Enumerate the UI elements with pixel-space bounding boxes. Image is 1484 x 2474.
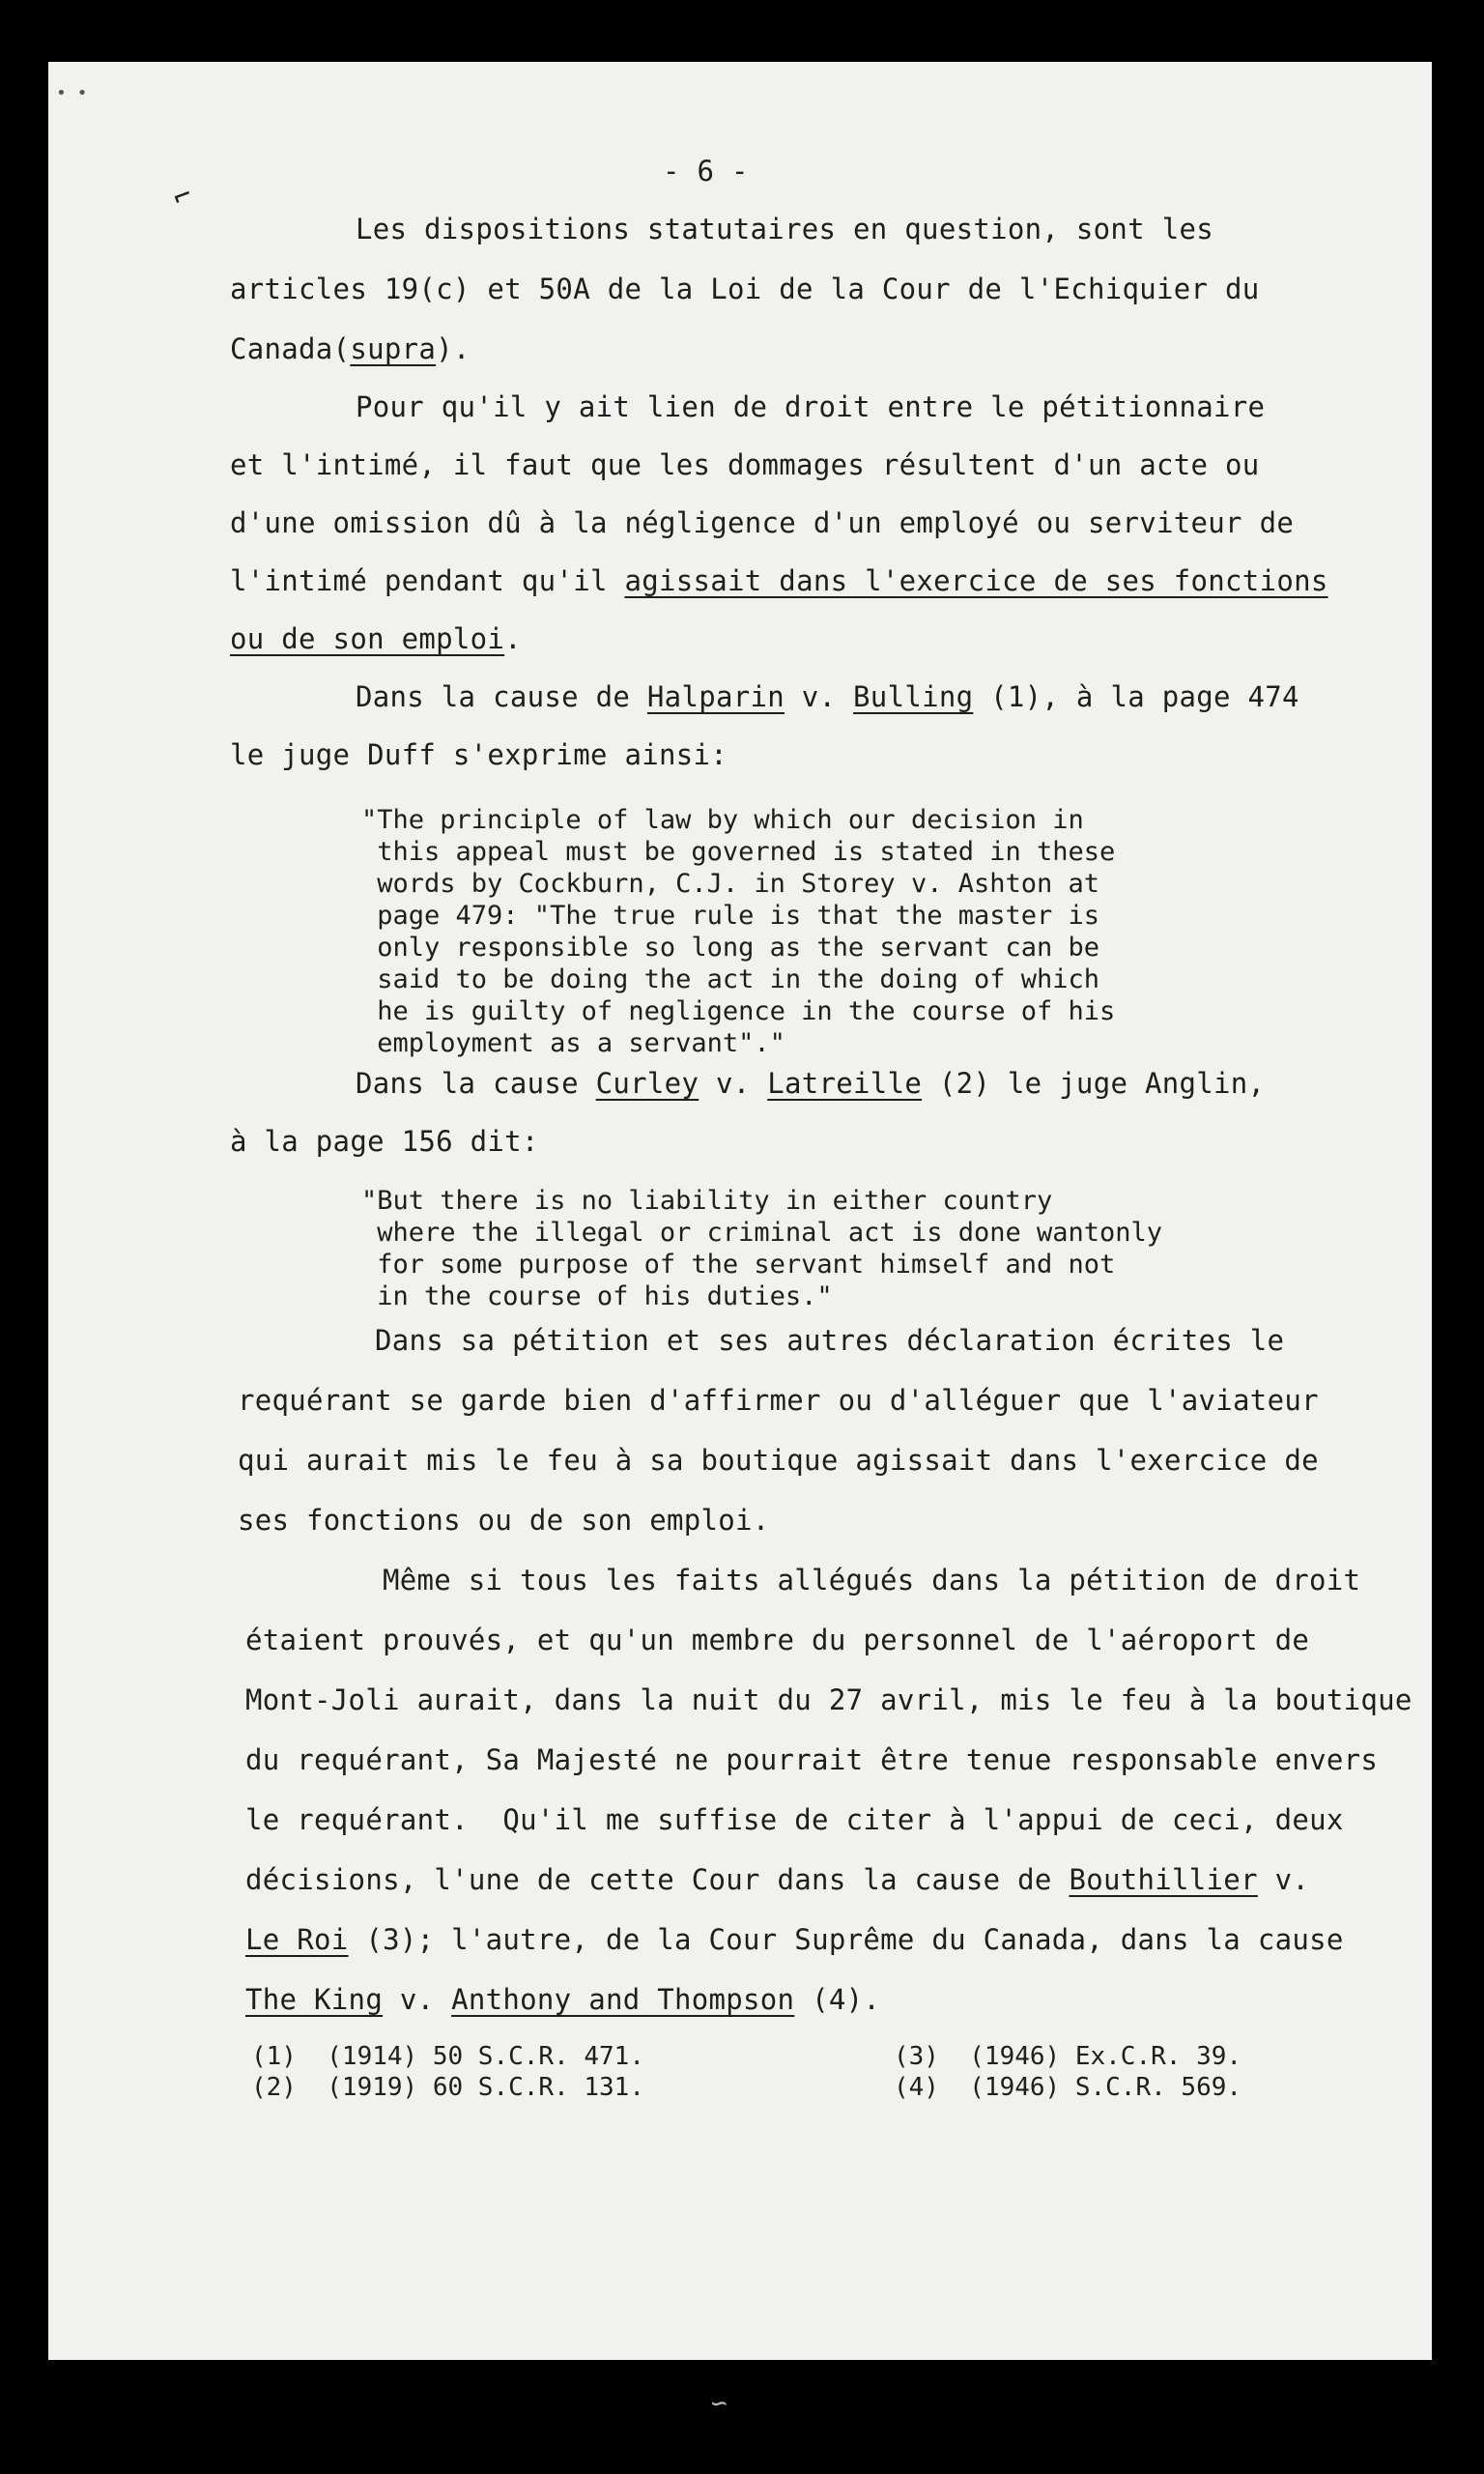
- scan-specks: • •: [56, 83, 88, 103]
- footnote-3: (3) (1946) Ex.C.R. 39.: [894, 2042, 1242, 2071]
- p2-line-2: et l'intimé, il faut que les dommages résultent d'un acte ou: [230, 448, 1260, 481]
- p2-line-1: Pour qu'il y ait lien de droit entre le pétitionnaire: [356, 390, 1266, 423]
- p6-line-1: Même si tous les faits allégués dans la pétition de droit: [383, 1564, 1361, 1597]
- quote1-line: this appeal must be governed is stated in these: [361, 837, 1116, 867]
- p2-line-3: d'une omission dû à la négligence d'un employé ou serviteur de: [230, 506, 1295, 539]
- p6-line-4: du requérant, Sa Majesté ne pourrait être tenue responsable envers: [245, 1743, 1379, 1776]
- quote1-line: said to be doing the act in the doing of which: [361, 964, 1100, 994]
- page-number: - 6 -: [663, 155, 749, 187]
- p1-line-2: articles 19(c) et 50A de la Loi de la Cour de l'Echiquier du: [230, 273, 1260, 305]
- footnote-4: (4) (1946) S.C.R. 569.: [894, 2073, 1242, 2102]
- p6-line-2: étaient prouvés, et qu'un membre du personnel de l'aéroport de: [245, 1624, 1310, 1656]
- p5-line-4: ses fonctions ou de son emploi.: [238, 1504, 770, 1537]
- p4-line-2: à la page 156 dit:: [230, 1125, 539, 1158]
- quote2-line: where the illegal or criminal act is done wantonly: [361, 1218, 1163, 1248]
- p5-line-2: requérant se garde bien d'affirmer ou d'alléguer que l'aviateur: [238, 1384, 1319, 1417]
- footnote-2: (2) (1919) 60 S.C.R. 131.: [251, 2073, 644, 2102]
- p5-line-3: qui aurait mis le feu à sa boutique agissait dans l'exercice de: [238, 1444, 1319, 1477]
- p1-line-1: Les dispositions statutaires en question, sont les: [356, 213, 1213, 245]
- quote1-line: only responsible so long as the servant can be: [361, 933, 1100, 963]
- p2-line-5: ou de son emploi.: [230, 622, 522, 655]
- p6-line-6: décisions, l'une de cette Cour dans la cause de Bouthillier v.: [245, 1863, 1310, 1896]
- p4-line-1: Dans la cause Curley v. Latreille (2) le juge Anglin,: [356, 1067, 1266, 1100]
- margin-mark: ⌐: [168, 177, 197, 216]
- p6-line-7: Le Roi (3); l'autre, de la Cour Suprême du Canada, dans la cause: [245, 1923, 1344, 1956]
- footnote-1: (1) (1914) 50 S.C.R. 471.: [251, 2042, 644, 2071]
- quote2-line: "But there is no liability in either country: [361, 1186, 1053, 1216]
- scan-mark: ∽: [711, 2387, 728, 2419]
- p6-line-5: le requérant. Qu'il me suffise de citer à l'appui de ceci, deux: [245, 1803, 1344, 1836]
- quote1-line: words by Cockburn, C.J. in Storey v. Ashton at: [361, 869, 1100, 899]
- quote2-line: in the course of his duties.": [361, 1281, 833, 1311]
- p2-line-4: l'intimé pendant qu'il agissait dans l'exercice de ses fonctions: [230, 564, 1328, 597]
- quote1-line: he is guilty of negligence in the course of his: [361, 996, 1116, 1026]
- p1-line-3: Canada(supra).: [230, 332, 471, 365]
- quote2-line: for some purpose of the servant himself and not: [361, 1250, 1116, 1280]
- p3-line-2: le juge Duff s'exprime ainsi:: [230, 738, 728, 771]
- quote1-line: "The principle of law by which our decision in: [361, 805, 1084, 835]
- p6-line-3: Mont-Joli aurait, dans la nuit du 27 avril, mis le feu à la boutique: [245, 1683, 1413, 1716]
- p3-line-1: Dans la cause de Halparin v. Bulling (1), à la page 474: [356, 680, 1299, 713]
- p6-line-8: The King v. Anthony and Thompson (4).: [245, 1983, 881, 2016]
- document-page: [48, 62, 1432, 2360]
- quote1-line: page 479: "The true rule is that the master is: [361, 901, 1100, 931]
- p5-line-1: Dans sa pétition et ses autres déclaration écrites le: [375, 1324, 1285, 1357]
- quote1-line: employment as a servant".": [361, 1028, 785, 1058]
